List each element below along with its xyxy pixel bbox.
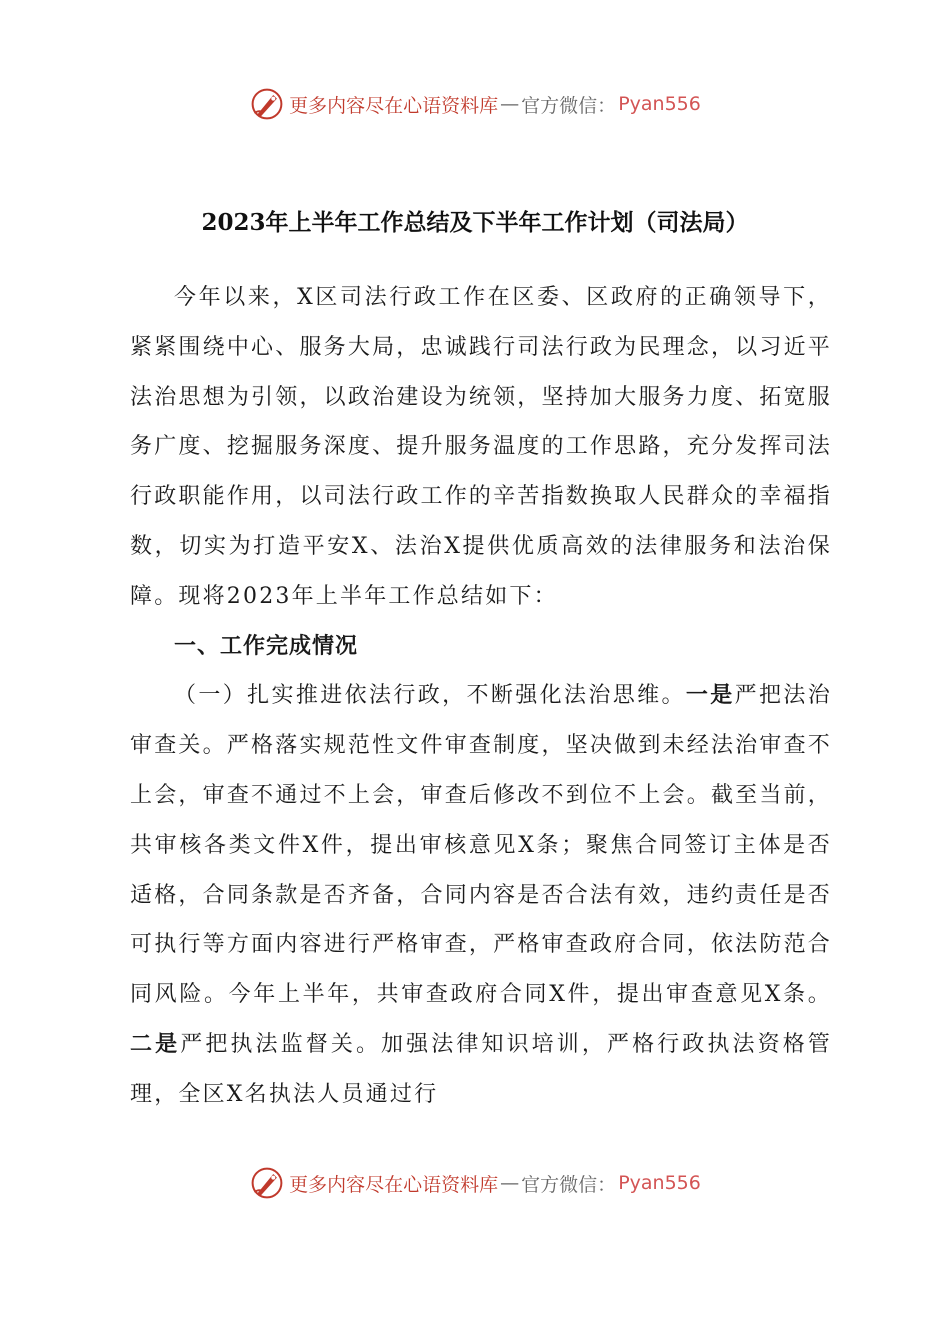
document-title: 2023年上半年工作总结及下半年工作计划（司法局） [201,209,749,236]
header-watermark-banner [0,82,950,126]
banner-dash: — [500,1172,520,1194]
item-paragraph [130,671,832,1119]
banner-red-text: 更多内容尽在心语资料库 [289,94,499,117]
pen-nib-logo-icon [249,1165,285,1201]
banner-wechat-label: 官方微信： [521,1173,617,1196]
point-text-2: 严把执法监督关。加强法律知识培训，严格行政执法资格管理，全区X名执法人员通过行 [130,1031,833,1107]
intro-paragraph: 今年以来，X区司法行政工作在区委、区政府的正确领导下，紧紧围绕中心、服务大局，忠诚践行司法行政为民理念，以习近平法治思想为引领，以政治建设为统领，坚持加大服务力度、拓宽服务广度、挖掘服务深度、提升服务温度的工作思路，充分发挥司法行政职能作用，以司法行政工作的辛苦指数换取人民群众的幸福指数，切实为打造平安X、法治X提供优质高效的法律服务和法治保障。现将2023年上半年工作总结如下： [130,285,832,609]
banner-wechat-label: 官方微信： [521,94,617,117]
pen-nib-logo-icon [249,86,285,122]
banner-wechat-id: Pyan556 [618,1172,701,1194]
document-body [130,273,832,1120]
point-label-1: 一是 [685,682,735,709]
point-text-1: 严把法治审查关。严格落实规范性文件审查制度，坚决做到未经法治审查不上会，审查不通过不上会，审查后修改不到位不上会。截至当前，共审核各类文件X件，提出审核意见X条；聚焦合同签订主体是否适格，合同条款是否齐备，合同内容是否合法有效，违约责任是否可执行等方面内容进行严格审查，严格审查政府合同，依法防范合同风险。今年上半年，共审查政府合同X件，提出审查意见X条。 [130,683,833,1008]
item-prefix: （一）扎实推进依法行政，不断强化法治思维。 [174,683,686,709]
banner-dash: — [500,93,520,115]
banner-wechat-id: Pyan556 [618,93,701,115]
banner-red-text: 更多内容尽在心语资料库 [289,1173,499,1196]
point-label-2: 二是 [130,1030,181,1057]
footer-watermark-banner [0,1161,950,1205]
section-heading: 一、工作完成情况 [174,632,359,659]
